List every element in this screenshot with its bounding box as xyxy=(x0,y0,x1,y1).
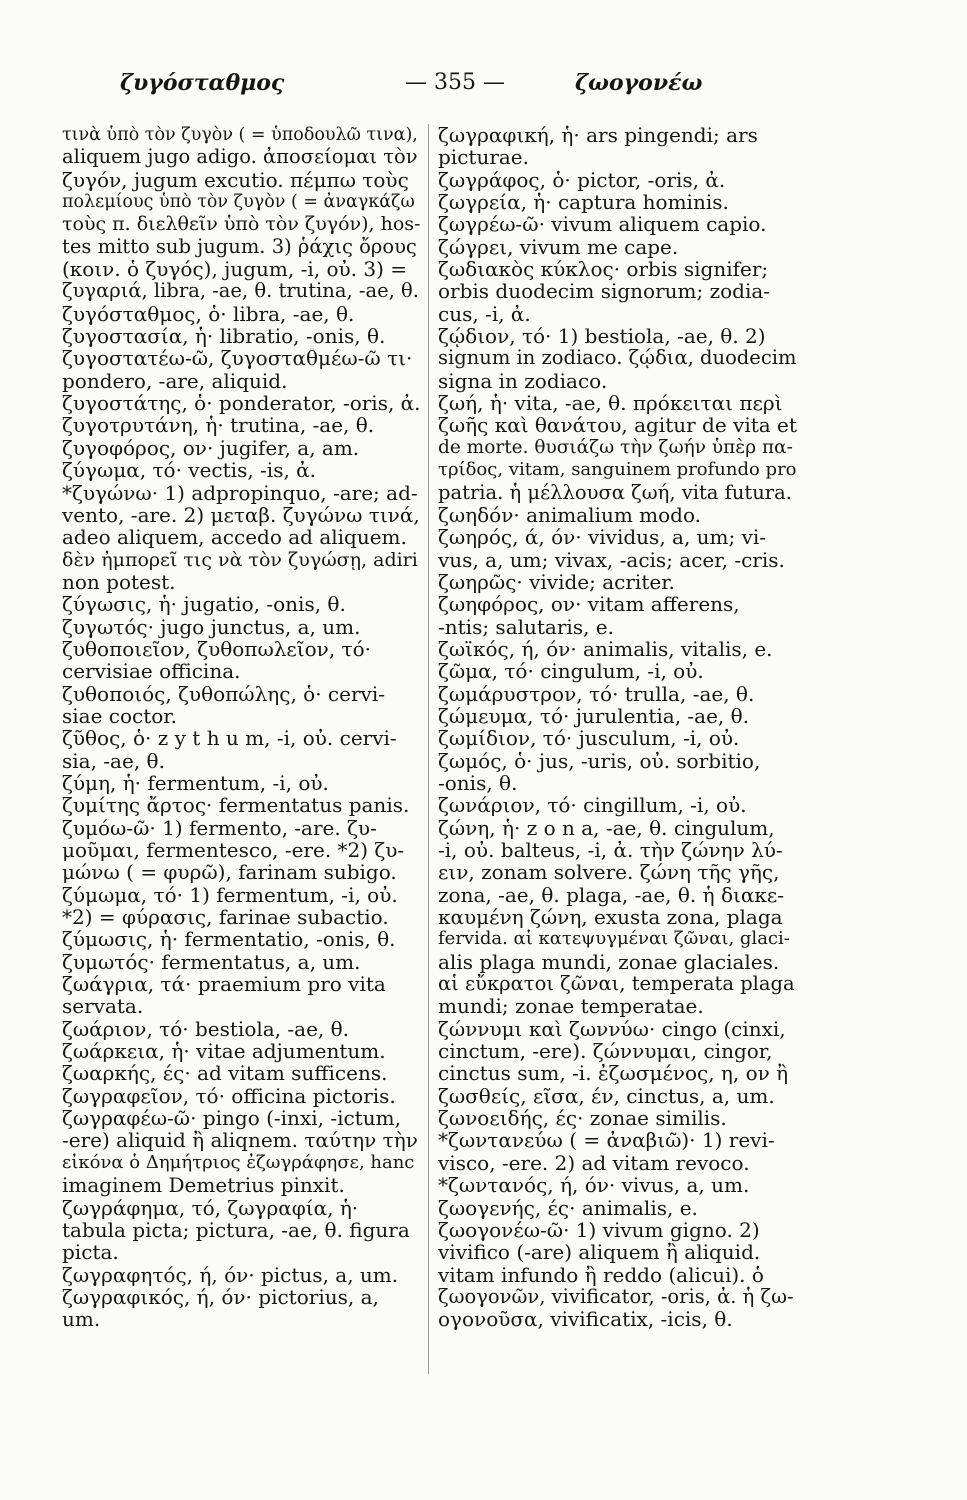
entry-line: tabula picta; pictura, -ae, θ. figura xyxy=(62,1217,410,1242)
entry-line: signum in zodiaco. ζῴδια, duodecim xyxy=(438,346,797,370)
entry-line: ζωσθείς, εῖσα, έν, cinctus, a, um. xyxy=(438,1083,775,1108)
entry-line: -i, οὐ. balteus, -i, ἀ. τὴν ζώνην λύ- xyxy=(438,838,783,862)
entry-line: (κοιν. ὁ ζυγός), jugum, -i, οὐ. 3) = xyxy=(62,257,408,282)
entry-line: pondero, -are, aliquid. xyxy=(62,368,288,393)
right-column xyxy=(438,124,798,1331)
entry-line: ζωγραφικός, ή, όν· pictorius, a, xyxy=(62,1284,379,1309)
entry-line: ζύμωσις, ἡ· fermentatio, -onis, θ. xyxy=(62,927,396,952)
entry-line: ζυγοτρυτάνη, ἡ· trutina, -ae, θ. xyxy=(62,413,375,438)
entry-line: ζωογονῶν, vivificator, -oris, ἀ. ἡ ζω- xyxy=(438,1284,794,1308)
entry-line: ζυμίτης ἄρτος· fermentatus panis. xyxy=(62,793,410,818)
entry-line: ζύμη, ἡ· fermentum, -i, οὐ. xyxy=(62,770,329,795)
entry-line: *ζωντανός, ή, όν· vivus, a, um. xyxy=(438,1173,750,1198)
entry-line: αἱ εὔκρατοι ζῶναι, temperata plaga xyxy=(438,972,795,996)
entry-line: vento, -are. 2) μεταβ. ζυγώνω τινά, xyxy=(62,502,420,527)
entry-line: ζωγρέω-ῶ· vivum aliquem capio. xyxy=(438,212,767,237)
entry-line: δὲν ἠμπορεῖ τις νὰ τὸν ζυγώσῃ, adiri xyxy=(62,548,418,571)
entry-line: mundi; zonae temperatae. xyxy=(438,994,704,1019)
entry-line: μώνω ( = φυρῶ), farinam subigo. xyxy=(62,860,397,885)
entry-line: cinctum, -ere). ζώννυμαι, cingor, xyxy=(438,1039,773,1064)
left-column xyxy=(62,124,422,1331)
entry-line: ζωαρκής, ές· ad vitam sufficens. xyxy=(62,1061,388,1086)
entry-line: um. xyxy=(62,1307,101,1332)
entry-line: ζωγραφεῖον, τό· officina pictoris. xyxy=(62,1083,396,1108)
entry-line: ζωγράφημα, τό, ζωγραφία, ἡ· xyxy=(62,1195,359,1220)
entry-line: picta. xyxy=(62,1240,119,1265)
entry-line: ζωδιακὸς κύκλος· orbis signifer; xyxy=(438,257,769,282)
entry-line: ζῶμα, τό· cingulum, -i, οὐ. xyxy=(438,659,704,684)
left-guideword: ζυγόσταθμος xyxy=(120,70,285,96)
entry-line: ζωγραφητός, ή, όν· pictus, a, um. xyxy=(62,1262,399,1287)
entry-line: vus, a, um; vivax, -acis; acer, -cris. xyxy=(438,547,785,572)
entry-line: ζωμός, ὁ· jus, -uris, οὐ. sorbitio, xyxy=(438,748,761,773)
entry-line: ζωμάρυστρον, τό· trulla, -ae, θ. xyxy=(438,681,755,706)
entry-line: ζῴδιον, τό· 1) bestiola, -ae, θ. 2) xyxy=(438,324,766,349)
entry-line: ζωάγρια, τά· praemium pro vita xyxy=(62,972,386,997)
entry-line: ζωηρῶς· vivide; acriter. xyxy=(438,569,675,594)
entry-line: ζωνοειδής, ές· zonae similis. xyxy=(438,1106,727,1131)
entry-line: τοὺς π. διελθεῖν ὑπὸ τὸν ζυγόν), hos- xyxy=(62,213,421,236)
entry-line: zona, -ae, θ. plaga, -ae, θ. ἡ διακε- xyxy=(438,882,784,907)
entry-line: cervisiae officina. xyxy=(62,659,241,684)
entry-line: fervida. αἱ κατεψυγμέναι ζῶναι, glaci- xyxy=(438,928,790,950)
entry-line: πολεμίους ὑπὸ τὸν ζυγὸν ( = ἀναγκάζω xyxy=(62,192,415,213)
entry-line: εἰκόνα ὁ Δημήτριος ἐζωγράφησε, hanc xyxy=(62,1151,415,1173)
entry-line: cus, -i, ἀ. xyxy=(438,301,531,326)
entry-line: vivifico (-are) aliquem ἢ aliquid. xyxy=(438,1240,761,1265)
entry-line: picturae. xyxy=(438,145,529,170)
entry-line: visco, -ere. 2) ad vitam revoco. xyxy=(438,1150,750,1175)
entry-line: ζυγωτός· jugo junctus, a, um. xyxy=(62,614,361,639)
entry-line: ζώμευμα, τό· jurulentia, -ae, θ. xyxy=(438,703,750,728)
entry-line: ζωηφόρος, ον· vitam afferens, xyxy=(438,592,740,617)
column-divider xyxy=(428,124,429,1374)
entry-line: tes mitto sub jugum. 3) ῥάχις ὄρους xyxy=(62,234,417,258)
entry-line: ζυγοστασία, ἡ· libratio, -onis, θ. xyxy=(62,324,386,349)
entry-line: de morte. θυσιάζω τὴν ζωήν ὑπὲρ πα- xyxy=(438,436,793,458)
entry-line: patria. ἡ μέλλουσα ζωή, vita futura. xyxy=(438,480,792,504)
entry-line: καυμένη ζώνη, exusta zona, plaga xyxy=(438,905,783,930)
entry-line: ζυθοποιεῖον, ζυθοπωλεῖον, τό· xyxy=(62,636,372,661)
entry-line: ζωογενής, ές· animalis, e. xyxy=(438,1195,698,1220)
entry-line: -ere) aliquid ἢ aliqnem. ταύτην τὴν xyxy=(62,1128,418,1153)
entry-line: ζωγράφος, ὁ· pictor, -oris, ἀ. xyxy=(438,167,726,192)
entry-line: ζυγοστάτης, ὁ· ponderator, -oris, ἀ. xyxy=(62,391,421,416)
entry-line: ζυγοφόρος, ον· jugifer, a, am. xyxy=(62,435,360,460)
entry-line: ζύγωσις, ἡ· jugatio, -onis, θ. xyxy=(62,592,346,617)
entry-line: ζώγρει, vivum me cape. xyxy=(438,234,679,259)
entry-line: ζύγωμα, τό· vectis, -is, ἀ. xyxy=(62,458,317,483)
entry-line: ζωγραφική, ἡ· ars pingendi; ars xyxy=(438,123,758,147)
entry-line: ζωγραφέω-ῶ· pingo (-inxi, -ictum, xyxy=(62,1106,401,1131)
page-number: — 355 — xyxy=(405,70,505,95)
entry-line: ζυμωτός· fermentatus, a, um. xyxy=(62,949,361,974)
entry-line: adeo aliquem, accedo ad aliquem. xyxy=(62,525,407,550)
entry-line: cinctus sum, -i. ἐζωσμένος, η, ον ἢ xyxy=(438,1061,789,1086)
entry-line: alis plaga mundi, zonae glaciales. xyxy=(438,949,780,974)
entry-line: *ζυγώνω· 1) adpropinquo, -are; ad- xyxy=(62,480,418,505)
entry-line: ζυγόν, jugum excutio. πέμπω τοὺς xyxy=(62,167,409,192)
entry-line: sia, -ae, θ. xyxy=(62,748,165,773)
entry-line: ζυγαριά, libra, -ae, θ. trutina, -ae, θ. xyxy=(62,279,419,303)
entry-line: non potest. xyxy=(62,569,176,594)
entry-line: siae coctor. xyxy=(62,703,178,728)
entry-line: ζωηδόν· animalium modo. xyxy=(438,502,702,527)
entry-line: ζώννυμι καὶ ζωννύω· cingo (cinxi, xyxy=(438,1016,786,1041)
entry-line: -onis, θ. xyxy=(438,770,518,795)
entry-line: ζώνη, ἡ· z o n a, -ae, θ. cingulum, xyxy=(438,815,775,840)
entry-line: ζυγοστατέω-ῶ, ζυγοσταθμέω-ῶ τι· xyxy=(62,346,413,371)
entry-line: imaginem Demetrius pinxit. xyxy=(62,1173,345,1198)
entry-line: ζυθοποιός, ζυθοπώλης, ὁ· cervi- xyxy=(62,681,385,706)
entry-line: ζωάρκεια, ἡ· vitae adjumentum. xyxy=(62,1039,386,1064)
entry-line: ζωῆς καὶ θανάτου, agitur de vita et xyxy=(438,413,797,438)
entry-line: μοῦμαι, fermentesco, -ere. *2) ζυ- xyxy=(62,838,405,862)
entry-line: ειν, zonam solvere. ζώνη τῆς γῆς, xyxy=(438,860,780,885)
entry-line: ζυγόσταθμος, ὁ· libra, -ae, θ. xyxy=(62,301,355,326)
entry-line: ζῦθος, ὁ· z y t h u m, -i, οὐ. cervi- xyxy=(62,726,397,751)
entry-line: ογονοῦσα, vivificatix, -icis, θ. xyxy=(438,1307,733,1332)
entry-line: ζωνάριον, τό· cingillum, -i, οὐ. xyxy=(438,793,747,818)
entry-line: τρίδος, vitam, sanguinem profundo pro xyxy=(438,459,797,481)
running-head xyxy=(0,70,967,110)
entry-line: ζωάριον, τό· bestiola, -ae, θ. xyxy=(62,1016,350,1041)
entry-line: servata. xyxy=(62,994,144,1019)
entry-line: ζωγρεία, ἡ· captura hominis. xyxy=(438,190,729,215)
entry-line: ζωογονέω-ῶ· 1) vivum gigno. 2) xyxy=(438,1217,760,1242)
entry-line: orbis duodecim signorum; zodia- xyxy=(438,279,771,304)
right-guideword: ζωογονέω xyxy=(575,70,703,96)
entry-line: ζωή, ἡ· vita, -ae, θ. πρόκειται περὶ xyxy=(438,391,783,416)
entry-line: ζύμωμα, τό· 1) fermentum, -i, οὐ. xyxy=(62,882,398,907)
entry-line: -ntis; salutaris, e. xyxy=(438,614,614,639)
entry-line: signa in zodiaco. xyxy=(438,368,608,393)
entry-line: ζυμόω-ῶ· 1) fermento, -are. ζυ- xyxy=(62,815,377,840)
entry-line: τινὰ ὑπὸ τὸν ζυγὸν ( = ὑποδουλῶ τινα), xyxy=(62,125,418,145)
entry-line: ζωμίδιον, τό· jusculum, -i, οὐ. xyxy=(438,726,740,751)
entry-line: ζωϊκός, ή, όν· animalis, vitalis, e. xyxy=(438,636,773,661)
entry-line: *2) = φύρασις, farinae subactio. xyxy=(62,905,389,930)
entry-line: aliquem jugo adigo. ἀποσείομαι τὸν xyxy=(62,145,418,169)
entry-line: *ζωντανεύω ( = ἀναβιῶ)· 1) revi- xyxy=(438,1128,775,1153)
entry-line: ζωηρός, ά, όν· vividus, a, um; vi- xyxy=(438,525,767,550)
entry-line: vitam infundo ἢ reddo (alicui). ὁ xyxy=(438,1262,764,1287)
